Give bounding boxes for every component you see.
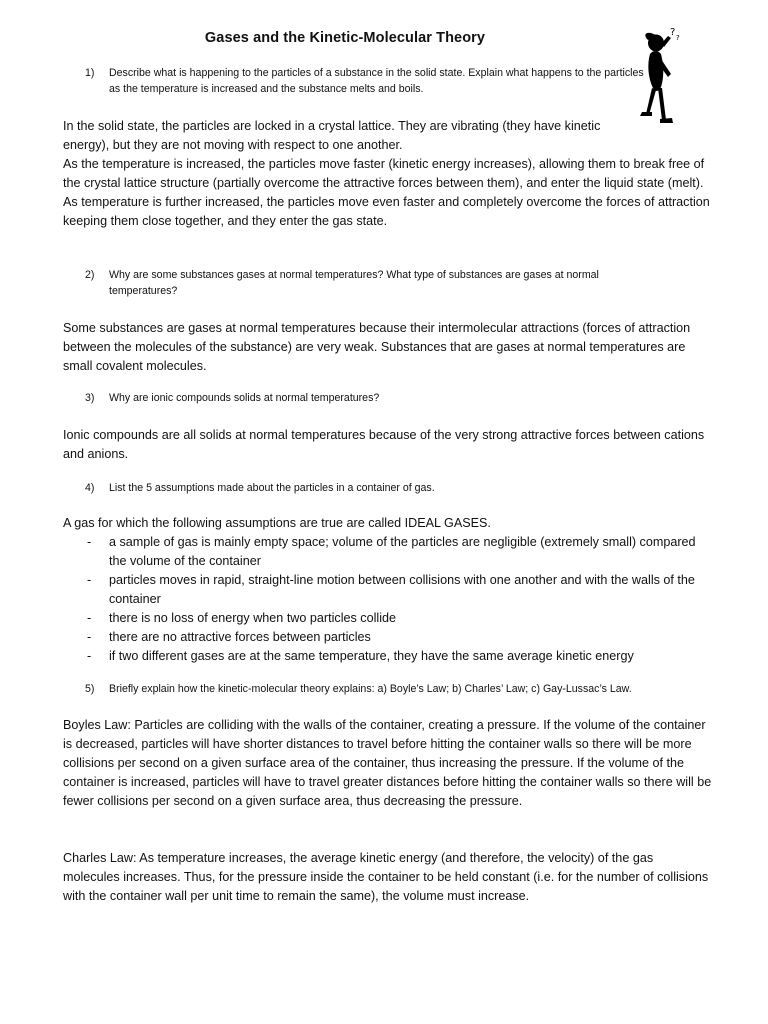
answer-paragraph: Some substances are gases at normal temperatures because their intermolecular attractions (forces of attraction between the molecules of the substance) are very weak. Substances that are gases at normal temperatures are small covalent molecules. (63, 321, 691, 373)
list-item: - there is no loss of energy when two particles collide (87, 611, 397, 625)
answer-intro: A gas for which the following assumptions are true are called IDEAL GASES. (63, 516, 491, 530)
answer-1 (63, 117, 710, 231)
answer-paragraph: Boyles Law: Particles are colliding with the walls of the container, creating a pressure. If the volume of the container is decreased, particles will have shorter distances to travel before hitting the container walls so there will be more collisions per second on a given surface area of the container, thus increasing the pressure. If the volume of the container is increased, particles will have to travel greater distances before hitting the container walls so there will be fewer collisions per second on a given surface area, thus decreasing the pressure. (63, 718, 712, 808)
answer-paragraph: Charles Law: As temperature increases, the average kinetic energy (and therefore, the velocity) of the gas molecules increases. Thus, for the pressure inside the container to be held constant (i.e. for the number of collisions with the container wall per unit time to remain the same), the volume must increase. (63, 851, 709, 903)
question-2 (85, 267, 645, 299)
question-number: 3) (85, 392, 95, 404)
svg-text:?: ? (670, 27, 676, 38)
question-text: Why are some substances gases at normal temperatures? What type of substances are gases at normal temperatures? (109, 269, 599, 297)
answer-paragraph: As the temperature is increased, the particles move faster (kinetic energy increases), allowing them to break free of the crystal lattice structure (partially overcome the attractive forces between them), and enter the liquid state (melt). (63, 157, 705, 190)
question-number: 5) (85, 683, 95, 695)
question-3 (85, 390, 645, 406)
question-number: 4) (85, 482, 95, 494)
question-text: Why are ionic compounds solids at normal temperatures? (109, 392, 380, 404)
answer-2 (63, 319, 713, 376)
assumption-list (63, 533, 713, 666)
answer-paragraph: Ionic compounds are all solids at normal temperatures because of the very strong attractive forces between cations and anions. (63, 428, 705, 461)
question-text: Describe what is happening to the particles of a substance in the solid state. Explain what happens to the particles as the temperature is increased and the substance melts and boils. (109, 67, 644, 95)
answer-5-charles (63, 849, 713, 906)
answer-4 (63, 514, 713, 666)
question-1 (85, 65, 645, 97)
answer-3 (63, 426, 713, 464)
question-number: 2) (85, 269, 95, 281)
list-item: - if two different gases are at the same temperature, they have the same average kinetic energy (87, 649, 634, 663)
list-item: - there are no attractive forces between particles (87, 630, 371, 644)
answer-paragraph: In the solid state, the particles are locked in a crystal lattice. They are vibrating (they have kinetic energy), but they are not moving with respect to one another. (63, 119, 601, 152)
list-item: - particles moves in rapid, straight-line motion between collisions with one another and with the walls of the container (87, 573, 695, 606)
svg-text:?: ? (676, 34, 680, 42)
question-4 (85, 480, 645, 496)
question-number: 1) (85, 67, 95, 79)
list-item: - a sample of gas is mainly empty space; volume of the particles are negligible (extremely small) compared the volume of the container (87, 535, 696, 568)
page-title: Gases and the Kinetic-Molecular Theory (204, 30, 486, 46)
answer-5-boyle (63, 716, 713, 811)
answer-paragraph: As temperature is further increased, the particles move even faster and completely overcome the forces of attraction keeping them close together, and they enter the gas state. (63, 195, 710, 228)
question-text: List the 5 assumptions made about the particles in a container of gas. (109, 482, 435, 494)
question-text: Briefly explain how the kinetic-molecular theory explains: a) Boyle’s Law; b) Charles’ Law; c) Gay-Lussac’s Law. (109, 683, 632, 695)
question-5 (85, 681, 705, 697)
